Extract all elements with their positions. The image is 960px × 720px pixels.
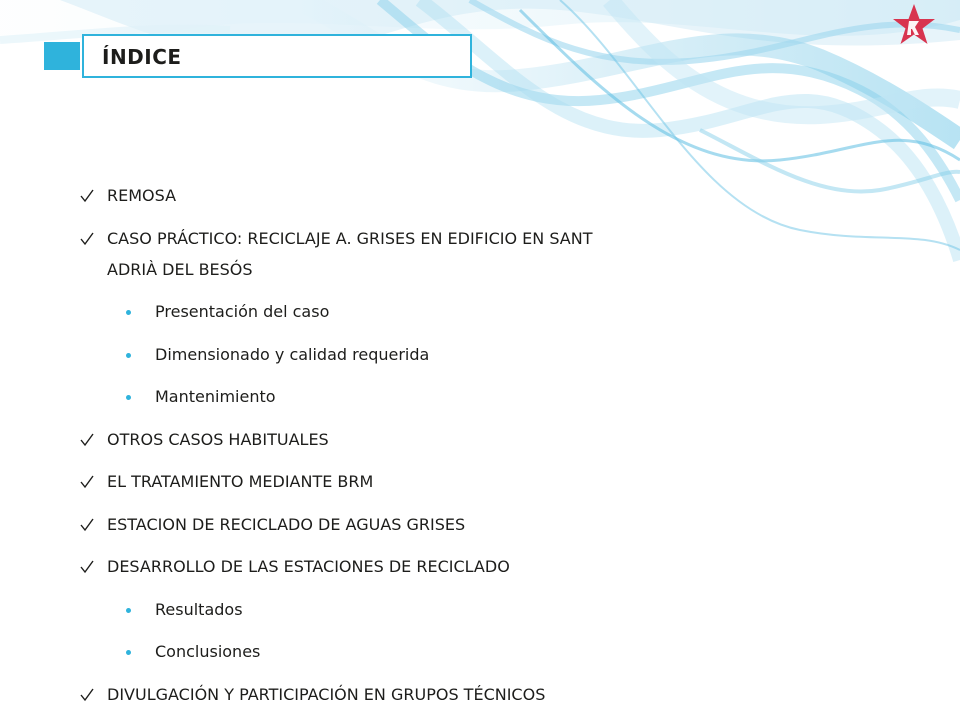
checkmark-icon xyxy=(78,679,96,711)
index-item-caso-practico-line2[interactable]: ADRIÀ DEL BESÓS xyxy=(107,260,253,279)
bullet-icon xyxy=(126,594,134,626)
index-subitem-resultados[interactable]: Resultados xyxy=(155,600,243,619)
bullet-icon xyxy=(126,339,134,371)
checkmark-icon xyxy=(78,180,96,212)
bullet-icon xyxy=(126,381,134,413)
index-item-caso-practico[interactable]: CASO PRÁCTICO: RECICLAJE A. GRISES EN EDIFICIO EN SANT xyxy=(107,229,593,248)
checkmark-icon xyxy=(78,509,96,541)
index-item-tratamiento-brm[interactable]: EL TRATAMIENTO MEDIANTE BRM xyxy=(107,472,374,491)
index-subitem-mantenimiento[interactable]: Mantenimiento xyxy=(155,387,276,406)
index-subitem-presentacion[interactable]: Presentación del caso xyxy=(155,302,330,321)
checkmark-icon xyxy=(78,223,96,255)
checkmark-icon xyxy=(78,466,96,498)
index-subitem-conclusiones[interactable]: Conclusiones xyxy=(155,642,261,661)
index-subitem-dimensionado[interactable]: Dimensionado y calidad requerida xyxy=(155,345,430,364)
index-item-divulgacion[interactable]: DIVULGACIÓN Y PARTICIPACIÓN EN GRUPOS TÉCNICOS xyxy=(107,685,546,704)
index-item-desarrollo-estaciones[interactable]: DESARROLLO DE LAS ESTACIONES DE RECICLADO xyxy=(107,557,510,576)
index-item-remosa[interactable]: REMOSA xyxy=(107,186,177,205)
bullet-icon xyxy=(126,636,134,668)
checkmark-icon xyxy=(78,424,96,456)
index-item-estacion-reciclado[interactable]: ESTACION DE RECICLADO DE AGUAS GRISES xyxy=(107,515,466,534)
index-item-otros-casos[interactable]: OTROS CASOS HABITUALES xyxy=(107,430,329,449)
bullet-icon xyxy=(126,296,134,328)
page-title: ÍNDICE xyxy=(102,45,182,69)
checkmark-icon xyxy=(78,551,96,583)
